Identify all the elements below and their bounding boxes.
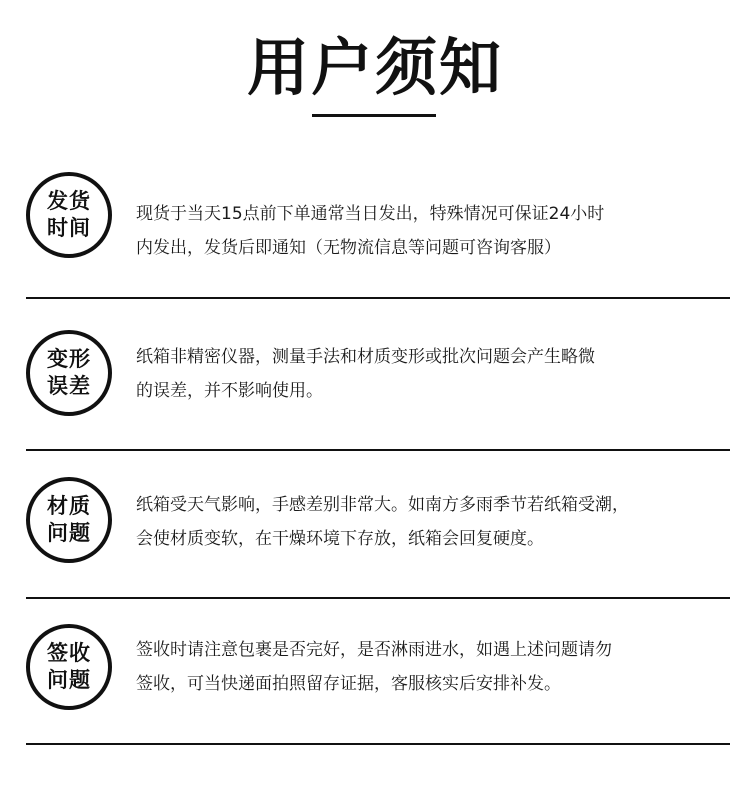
notice-line-2: 的误差，并不影响使用。 xyxy=(136,381,323,401)
title-underline xyxy=(312,114,436,117)
badge-receipt-issue xyxy=(26,624,112,710)
badge-material-issue xyxy=(26,477,112,563)
divider xyxy=(26,297,730,299)
badge-shipping-time xyxy=(26,172,112,258)
notice-text-shipping-time xyxy=(136,197,726,265)
notice-line-1: 签收时请注意包裹是否完好，是否淋雨进水，如遇上述问题请勿 xyxy=(136,640,612,660)
divider xyxy=(26,743,730,745)
page-title: 用户须知 xyxy=(246,31,503,104)
badge-line-2: 时间 xyxy=(47,216,91,240)
divider xyxy=(26,449,730,451)
notice-text-material-issue xyxy=(136,488,726,556)
divider xyxy=(26,597,730,599)
badge-line-2: 问题 xyxy=(47,668,91,692)
badge-line-2: 误差 xyxy=(47,374,91,398)
badge-line-1: 发货 xyxy=(47,189,91,213)
badge-line-1: 材质 xyxy=(47,494,91,518)
badge-line-1: 变形 xyxy=(47,347,91,371)
notice-line-1: 纸箱受天气影响，手感差别非常大。如南方多雨季节若纸箱受潮， xyxy=(136,495,629,515)
notice-line-1: 现货于当天15点前下单通常当日发出，特殊情况可保证24小时 xyxy=(136,204,605,224)
badge-deformation-error xyxy=(26,330,112,416)
notice-line-2: 签收，可当快递面拍照留存证据，客服核实后安排补发。 xyxy=(136,674,561,694)
badge-line-2: 问题 xyxy=(47,521,91,545)
notice-line-2: 会使材质变软，在干燥环境下存放，纸箱会回复硬度。 xyxy=(136,529,544,549)
badge-line-1: 签收 xyxy=(47,641,91,665)
notice-text-deformation-error xyxy=(136,340,726,408)
notice-line-1: 纸箱非精密仪器，测量手法和材质变形或批次问题会产生略微 xyxy=(136,347,595,367)
notice-text-receipt-issue xyxy=(136,633,726,701)
notice-line-2: 内发出，发货后即通知（无物流信息等问题可咨询客服） xyxy=(136,238,561,258)
